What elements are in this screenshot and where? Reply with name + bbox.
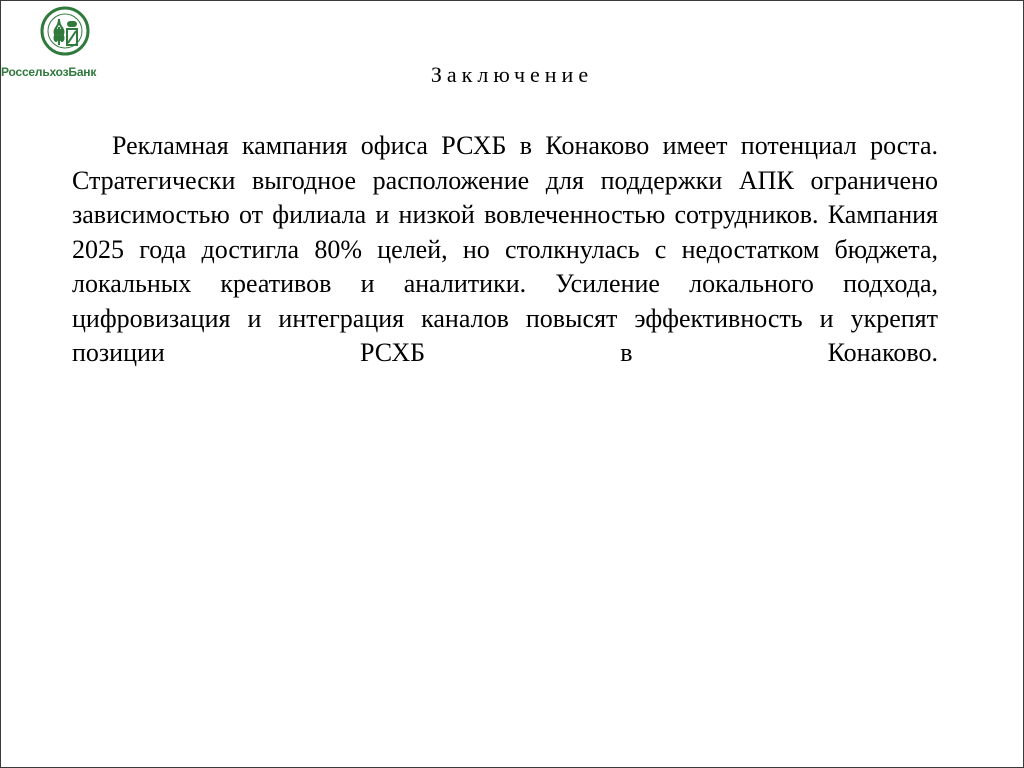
slide-title: Заключение bbox=[430, 62, 594, 87]
bank-name: РоссельхозБанк bbox=[1, 65, 97, 79]
wheat-emblem-icon bbox=[39, 5, 91, 57]
conclusion-paragraph: Рекламная кампания офиса РСХБ в Конаково имеет потенциал роста. Стратегически выгодное расположение для поддержки АПК ограничено зависимостью от филиала и низкой вовлеченностью сотрудников. Кампания 2025 года достигла 80% целей, но столкнулась с недостатком бюджета, локальных креативов и аналитики. Усиление локального подхода, цифровизация и интеграция каналов повысят эффективность и укрепят позиции РСХБ в Конаково. bbox=[72, 131, 938, 367]
